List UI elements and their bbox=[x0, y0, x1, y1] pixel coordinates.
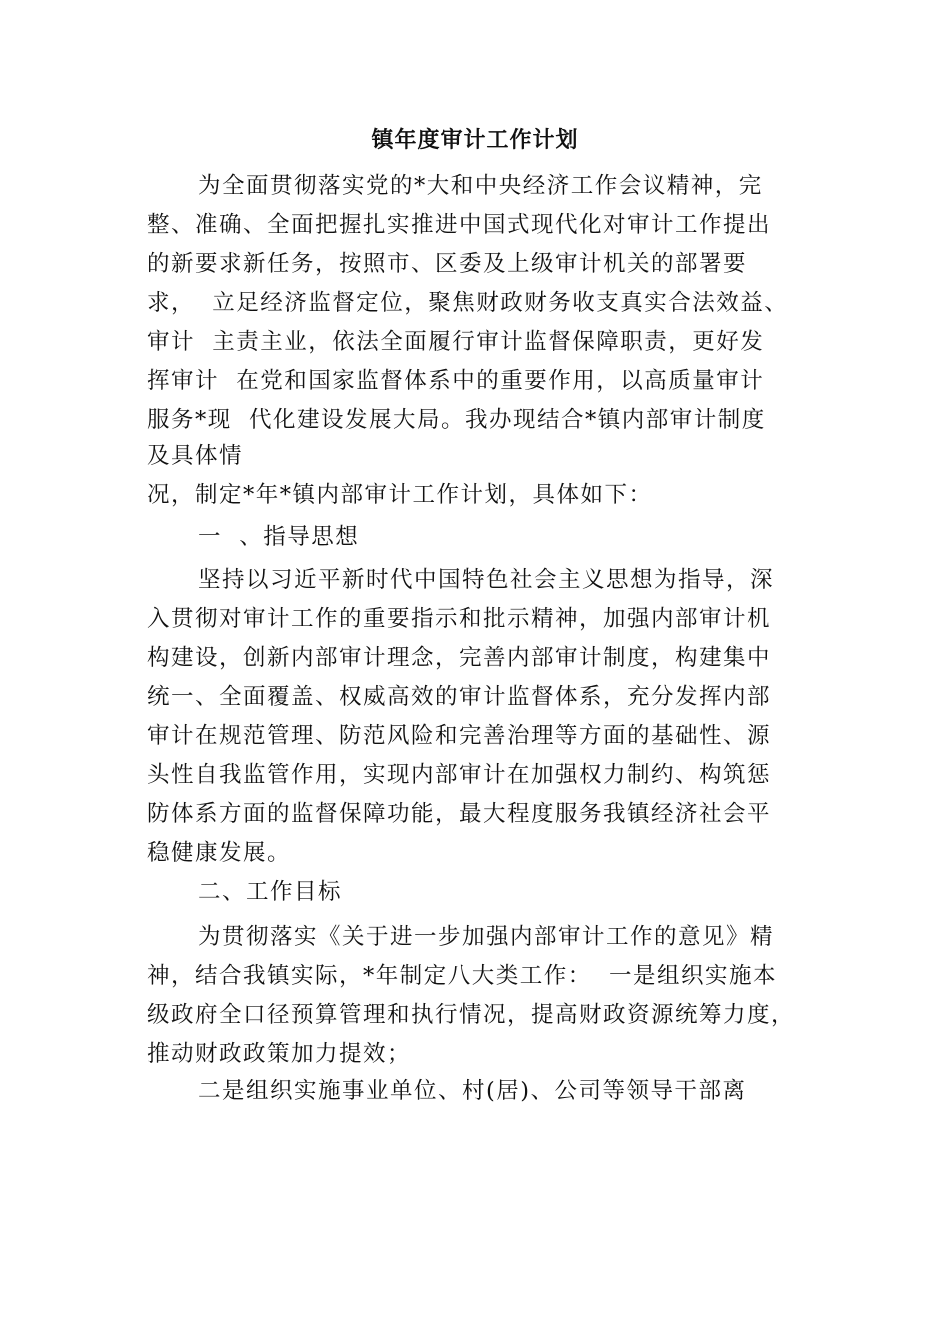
paragraph-line: 稳健康发展。 bbox=[147, 840, 292, 866]
paragraph-line: 神，结合我镇实际，*年制定八大类工作： 一是组织实施本 bbox=[147, 963, 778, 989]
paragraph-line: 求， 立足经济监督定位，聚焦财政财务收支真实合法效益、 bbox=[147, 290, 789, 316]
paragraph-line: 为全面贯彻落实党的*大和中央经济工作会议精神，完 bbox=[198, 173, 763, 199]
paragraph-line: 入贯彻对审计工作的重要指示和批示精神，加强内部审计机 bbox=[147, 606, 772, 632]
paragraph-line: 服务*现 代化建设发展大局。我办现结合*镇内部审计制度 bbox=[147, 407, 766, 433]
paragraph-line: 审计 主责主业，依法全面履行审计监督保障职责，更好发 bbox=[147, 329, 765, 355]
paragraph-line: 挥审计 在党和国家监督体系中的重要作用，以高质量审计 bbox=[147, 368, 765, 394]
paragraph-line: 推动财政政策加力提效； bbox=[147, 1041, 412, 1067]
paragraph-line: 为贯彻落实《关于进一步加强内部审计工作的意见》精 bbox=[198, 924, 775, 950]
paragraph-line: 的新要求新任务，按照市、区委及上级审计机关的部署要 bbox=[147, 251, 748, 277]
section-heading: 一 、指导思想 bbox=[198, 524, 360, 550]
paragraph-line: 统一、全面覆盖、权威高效的审计监督体系，充分发挥内部 bbox=[147, 684, 772, 710]
section-heading: 二、工作目标 bbox=[198, 879, 343, 905]
paragraph-line: 构建设，创新内部审计理念，完善内部审计制度，构建集中 bbox=[147, 645, 772, 671]
paragraph-line: 及具体情 bbox=[147, 443, 244, 469]
paragraph-line: 审计在规范管理、防范风险和完善治理等方面的基础性、源 bbox=[147, 723, 772, 749]
paragraph-line: 整、准确、全面把握扎实推进中国式现代化对审计工作提出 bbox=[147, 212, 772, 238]
paragraph-line: 二是组织实施事业单位、村(居)、公司等领导干部离 bbox=[198, 1078, 747, 1104]
document-title: 镇年度审计工作计划 bbox=[371, 128, 579, 153]
paragraph-line: 防体系方面的监督保障功能，最大程度服务我镇经济社会平 bbox=[147, 801, 772, 827]
paragraph-line: 况，制定*年*镇内部审计工作计划，具体如下： bbox=[147, 482, 653, 508]
paragraph-line: 级政府全口径预算管理和执行情况，提高财政资源统筹力度， bbox=[147, 1002, 796, 1028]
paragraph-line: 坚持以习近平新时代中国特色社会主义思想为指导，深 bbox=[198, 567, 775, 593]
paragraph-line: 头性自我监管作用，实现内部审计在加强权力制约、构筑惩 bbox=[147, 762, 772, 788]
